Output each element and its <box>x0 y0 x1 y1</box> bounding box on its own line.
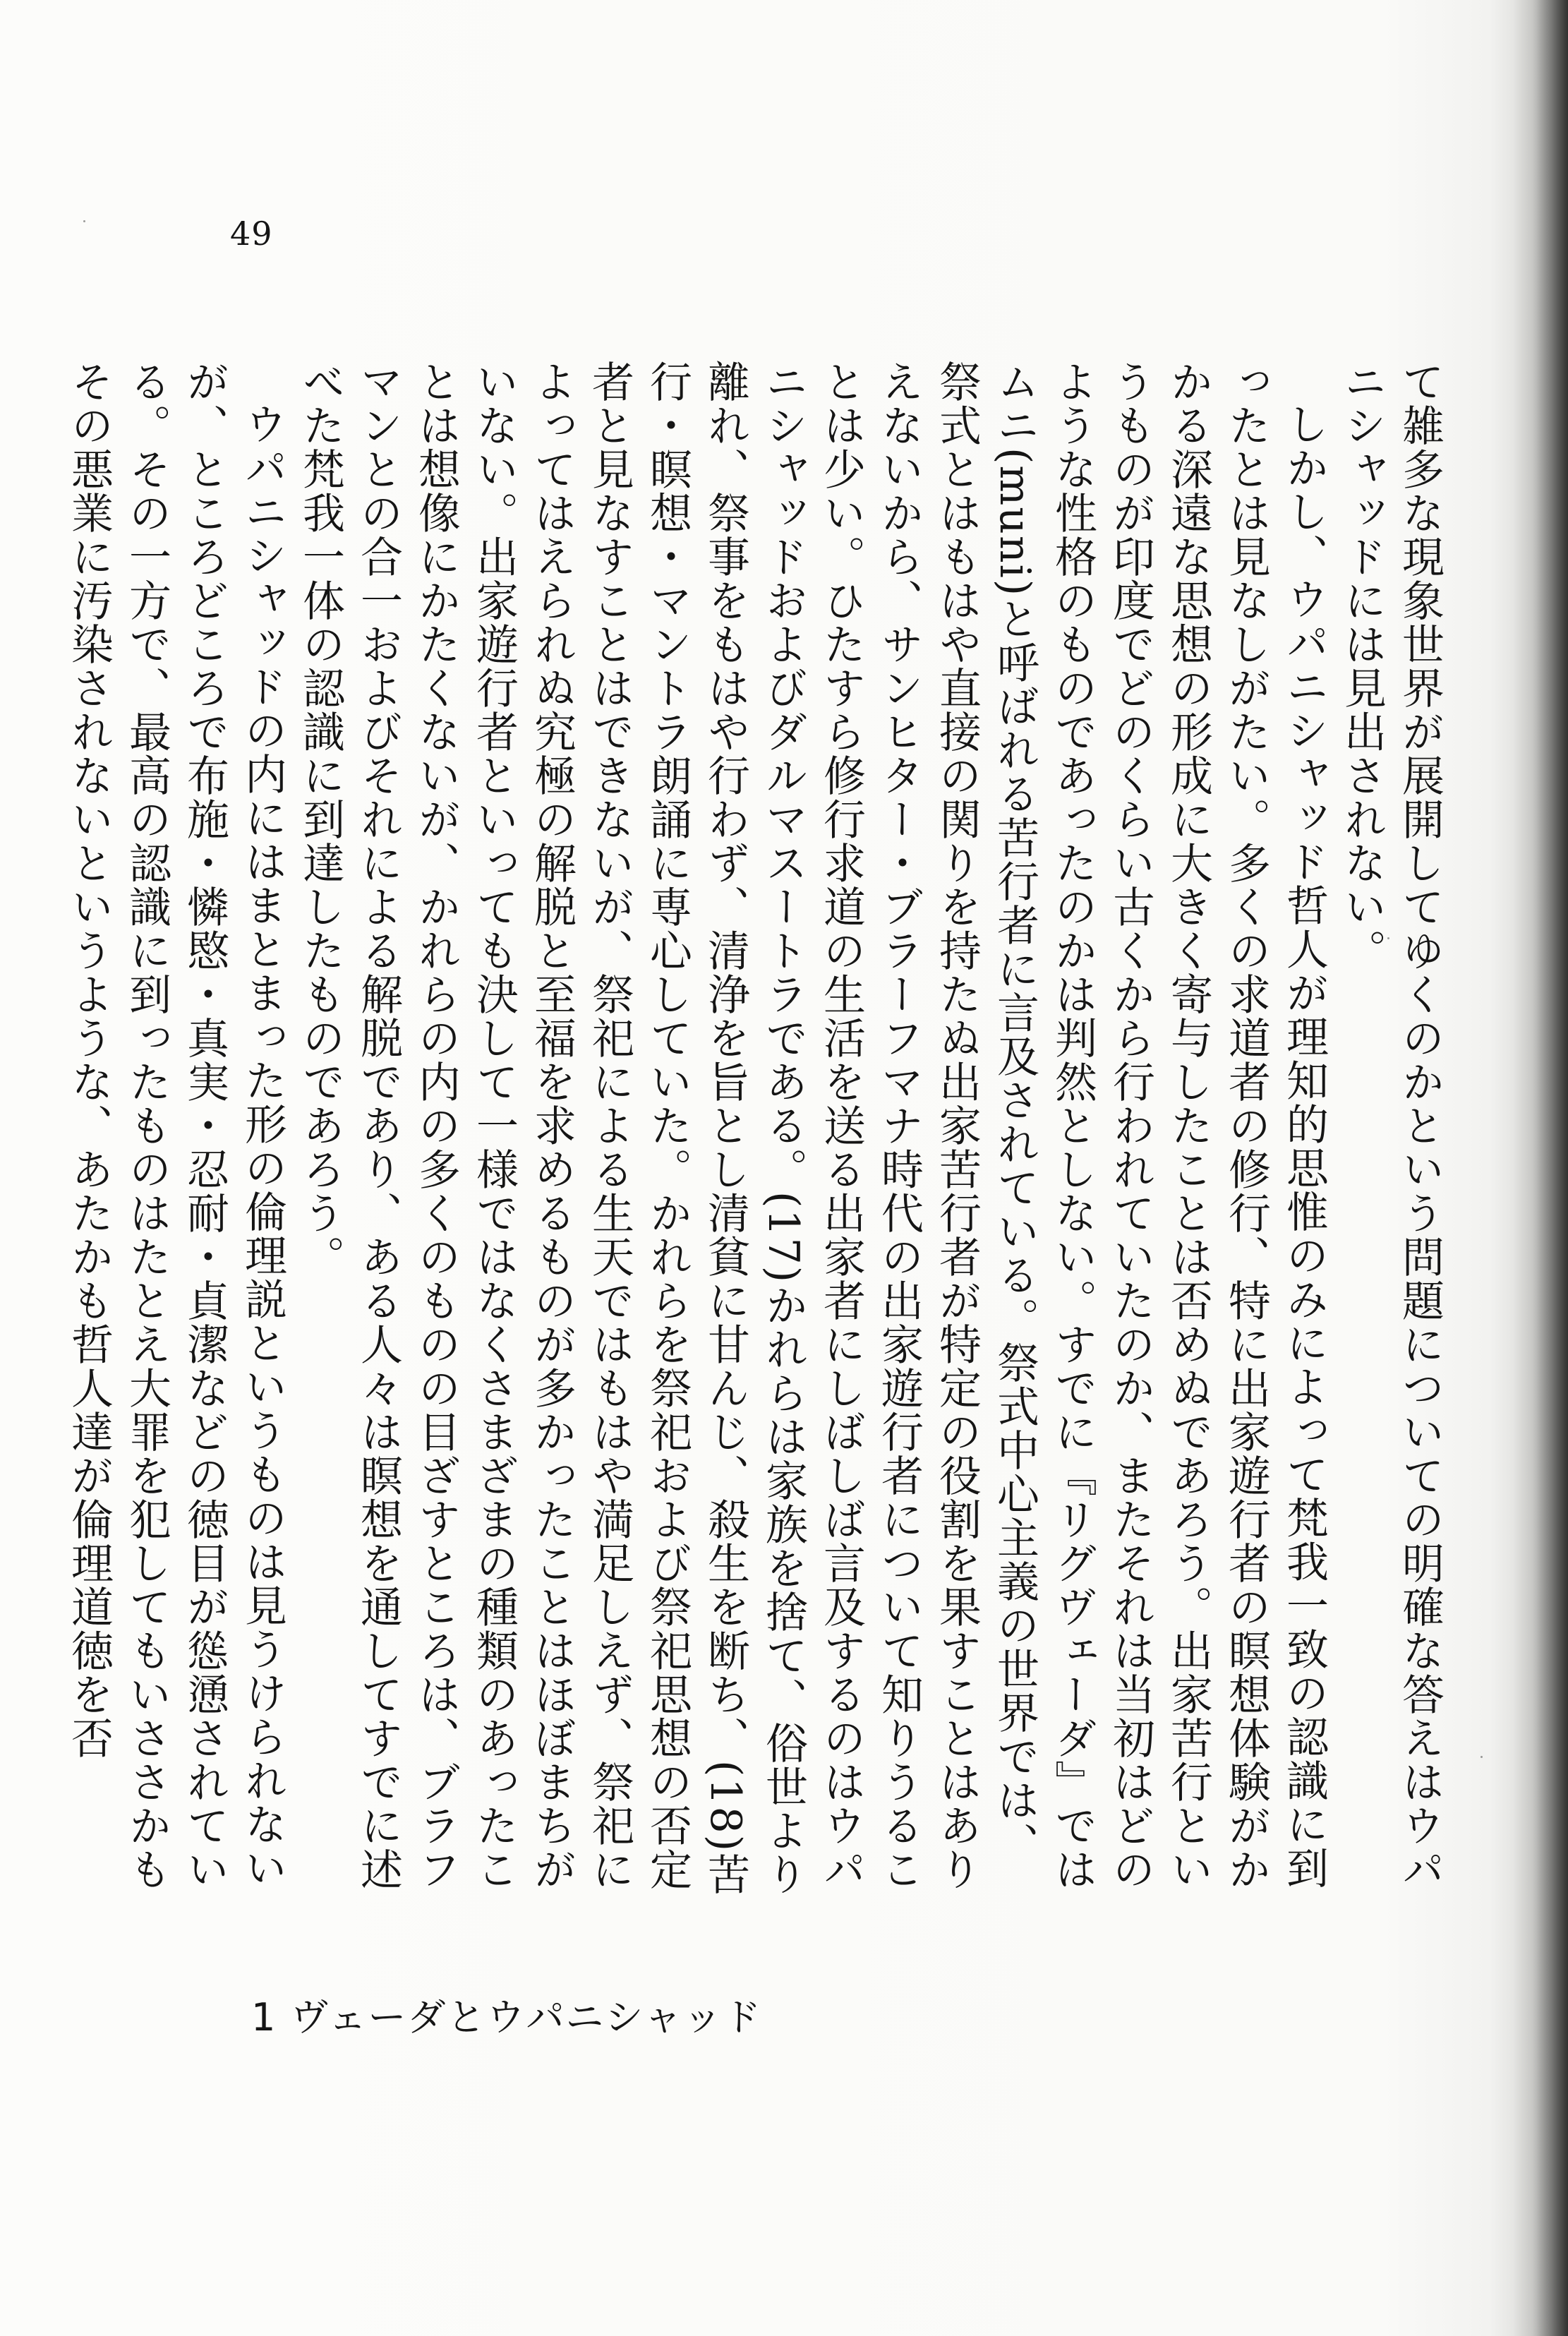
scan-speck <box>1387 937 1389 939</box>
scan-shadow-edge <box>1513 0 1568 2336</box>
page-number: 49 <box>230 215 273 253</box>
scan-speck <box>83 220 85 222</box>
main-text-block <box>64 360 1449 1898</box>
paragraph-3: ウパニシャッドの内にはまとまった形の倫理説というものは見うけられないが、ところどころで布施・憐愍・真実・忍耐・貞潔などの徳目が慫慂されている。その一方で、最高の認識に到ったものはたとえ大罪を犯してもいささかもその悪業に汚染されないというような、あたかも哲人達が倫理道徳を否 <box>64 360 287 1891</box>
paragraph-2: しかし、ウパニシャッド哲人が理知的思惟のみによって梵我一致の認識に到ったとは見なしがたい。多くの求道者の修行、特に出家遊行者の瞑想体験がかかる深遠な思想の形成に大きく寄与したことは否めぬであろう。出家苦行というものが印度でどのくらい古くから行われていたのか、またそれは当初はどのような性格のものであったのかは判然としない。すでに『リグヴェーダ』ではムニ(muni)と呼ばれる苦行者に言及されている。祭式中心主義の世界では、祭式とはもはや直接の関りを持たぬ出家苦行者が特定の役割を果すことはありえないから、サンヒター・ブラーフマナ時代の出家遊行者について知りうることは少い。ひたすら修行求道の生活を送る出家者にしばしば言及するのはウパニシャッドおよびダルマスートラである。(17)かれらは家族を捨て、俗世より離れ、祭事をもはや行わず、清浄を旨とし清貧に甘んじ、殺生を断ち、(18)苦行・瞑想・マントラ朗誦に専心していた。かれらを祭祀および祭祀思想の否定者と見なすことはできないが、祭祀による生天ではもはや満足しえず、祭祀によってはえられぬ究極の解脱と至福を求めるものが多かったことはほぼまちがいない。出家遊行者といっても決して一様ではなくさまざまの種類のあったことは想像にかたくないが、かれらの内の多くのものの目ざすところは、ブラフマンとの合一およびそれによる解脱であり、ある人々は瞑想を通してすでに述べた梵我一体の認識に到達したものであろう。 <box>296 360 1329 1897</box>
running-footer: 1 ヴェーダとウパニシャッド <box>251 1995 763 2040</box>
scan-speck <box>1480 1756 1483 1758</box>
paragraph-1: て雑多な現象世界が展開してゆくのかという問題についての明確な答えはウパニシャッドには見出されない。 <box>1337 360 1445 1891</box>
